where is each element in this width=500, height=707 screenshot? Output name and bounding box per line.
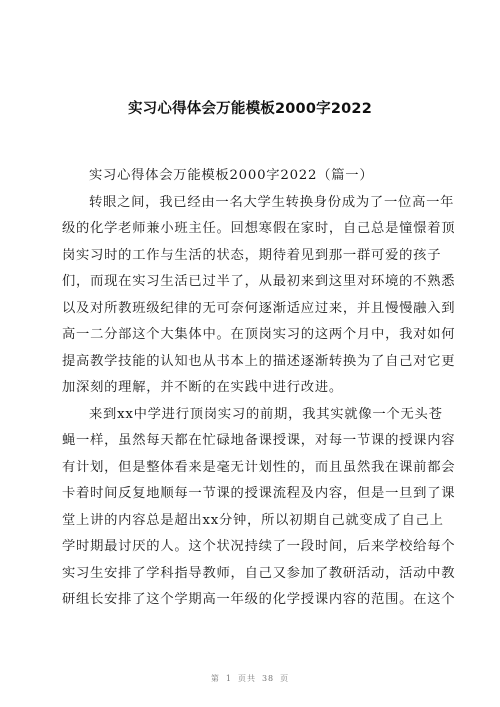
paragraph-line: 转眼之间，我已经由一名大学生转换身份成为了一位高一年 xyxy=(89,194,455,210)
paragraph-line: 高一二分部这个大集体中。在顶岗实习的这两个月中，我对如何 xyxy=(62,327,456,342)
paragraph-line: 以及对所教班级纪律的无可奈何逐渐适应过来，并且慢慢融入到 xyxy=(62,300,456,316)
footer-prefix: 第 xyxy=(210,674,220,683)
document-body xyxy=(62,163,456,614)
paragraph-line: 加深刻的理解，并不断的在实践中进行改进。 xyxy=(62,380,343,395)
section-heading: 实习心得体会万能模板2000字2022（篇一） xyxy=(89,168,374,183)
paragraph-line: 级的化学老师兼小班主任。回想寒假在家时，自己总是憧憬着顶 xyxy=(62,221,456,236)
paragraph-line: 实习生安排了学科指导教师，自己又参加了教研活动，活动中教 xyxy=(62,565,456,581)
paragraph-line: 卡着时间反复地顺每一节课的授课流程及内容，但是一旦到了课 xyxy=(62,486,456,501)
paragraph-line: 们，而现在实习生活已过半了，从最初来到这里对环境的不熟悉 xyxy=(62,274,456,289)
paragraph-line: 岗实习时的工作与生活的状态，期待着见到那一群可爱的孩子 xyxy=(62,247,442,263)
total-pages: 38 xyxy=(261,674,275,683)
document-title: 实习心得体会万能模板2000字2022 xyxy=(127,101,372,117)
footer-suffix: 页 xyxy=(280,674,290,683)
page-number: 1 xyxy=(225,674,232,683)
paragraph-line: 蝇一样，虽然每天都在忙碌地备课授课，对每一节课的授课内容 xyxy=(62,433,456,448)
footer-middle: 页共 xyxy=(237,674,256,683)
paragraph-line: 有计划，但是整体看来是毫无计划性的，而且虽然我在课前都会 xyxy=(62,459,456,475)
paragraph-line: 来到xx中学进行顶岗实习的前期，我其实就像一个无头苍 xyxy=(89,406,443,422)
paragraph-line: 提高教学技能的认知也从书本上的描述逐渐转换为了自己对它更 xyxy=(62,353,456,369)
paragraph-line: 研组长安排了这个学期高一年级的化学授课内容的范围。在这个 xyxy=(62,592,456,607)
page-footer xyxy=(0,674,500,684)
paragraph-line: 学时期最讨厌的人。这个状况持续了一段时间，后来学校给每个 xyxy=(62,539,456,554)
paragraph-line: 堂上讲的内容总是超出xx分钟，所以初期自己就变成了自己上 xyxy=(62,512,444,528)
